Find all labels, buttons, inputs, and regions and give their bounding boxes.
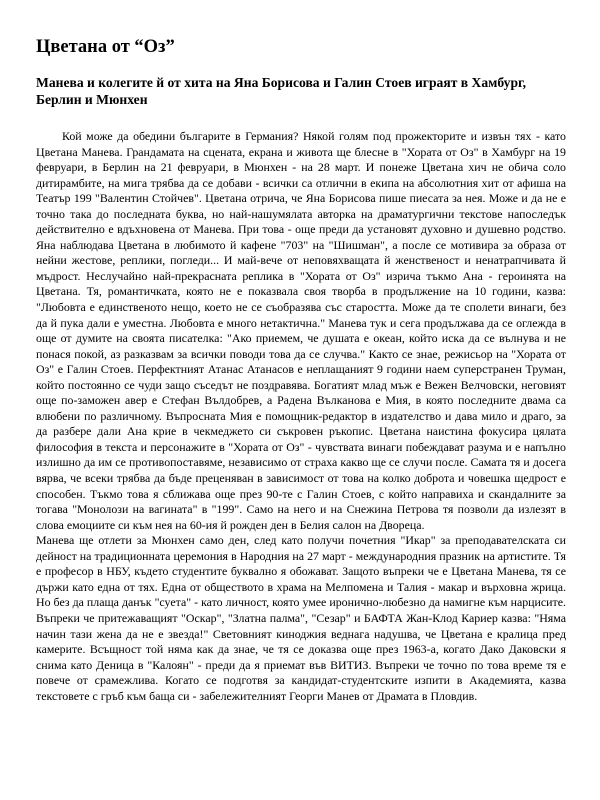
document-page [36,36,566,704]
article-subtitle: Манева и колегите й от хита на Яна Борисова и Галин Стоев играят в Хамбург, Берлин и Мюнхен [36,75,527,107]
paragraph-1: Кой може да обедини българите в Германия? Някой голям под прожекторите и извън тях - като Цветана Манева. Грандамата на сцената, екрана и живота ще блесне в "Хората от Оз" в Хамбург на 19 февруари, в Берлин на 21 февруари, в Мюнхен - на 28 март. И понеже Цветана хич не обича соло дитирамбите, на мига трябва да се добави - всички са отлични в екипа на абсолютния хит от афиша на Театър 199 "Валентин Стойчев". Цветана отрича, че Яна Борисова пише пиесата за нея. Може и да не е точно така до последната буква, но най-нашумялата авторка на драматургични текстове напоследък действително е вдъхновена от Манева. При това - още преди да установят духовно и душевно родство. Яна наблюдава Цветана в любимото й кафене "703" на "Шишман", а после се мотивира за образа от нейни жестове, реплики, погледи... И май-вече от неповяхващата й женственост и ненатрапчивата й мъдрост. Неслучайно най-прекрасната реплика в "Хората от Оз" изрича тъкмо Ана - героинята на Цветана. Тя, романтичката, която не е показвала своя творба в продължение на 10 години, казва: "Любовта е единственото нещо, което не се съобразява със старостта. Може да те сполети винаги, без да й пука дали е уместна. Любовта е много нетактична." Манева тук и сега продължава да се оглежда в още от думите на своята писателка: "Ако приемем, че душата е океан, който иска да се вълнува и не понася покой, аз разказвам за всички поводи това да се случва." Както се знае, режисьор на "Хората от Оз" е Галин Стоев. Перфектният Атанас Атанасов е неплащаният 9 години наем суперстранен Труман, който постоянно се чуди защо съседът не поздравява. Богатият млад мъж е Вежен Велчовски, неговият още по-заможен авер е Стефан Вълдобрев, а Радена Вълканова е Мия, в която последните двама са влюбени по различному. Въпросната Мия е помощник-редактор в издателство и дава мило и драго, за да разбере дали Ана крие в чекмеджето си съкровен ръкопис. Цветана наистина фокусира цялата философия в текста и персонажите в "Хората от Оз" - чувствата винаги побеждават разума и е напълно излишно да им се противопоставяме, независимо от страха какво ще се случи после. Самата тя и досега вярва, че всеки трябва да бъде преценяван в зависимост от това на колко доброта и човешка щедрост е способен. Тъкмо това я сближава още през 90-те с Галин Стоев, с който направиха и скандалните за тогава "Монолози на вагината" в "199". Само на него и на Снежина Петрова тя позволи да излезят в слова емоциите си към нея на 60-ия й рожден ден в Белия салон на Двореца. [36,129,566,532]
paragraph-2: Манева ще отлети за Мюнхен само ден, след като получи почетния "Икар" за преподавателската си дейност на традиционната церемония в Народния на 27 март - международния празник на артистите. Тя е професор в НБУ, където студентите буквално я обожават. Защото въпреки че е Цветана Манева, тя се държи като една от тях. Една от обществото в храма на Мелпомена и Талия - макар и върховна жрица. Но без да плаща данък "суета" - като личност, която умее иронично-любезно да намигне към нарцисите. Въпреки че притежаващият "Оскар", "Златна палма", "Сезар" и БАФТА Жан-Клод Кариер казва: "Няма начин тази жена да не е звезда!" Световният киноджия веднага надушва, че Цветана е кралица пред камерите. Всъщност той няма как да знае, че тя се доказва още през 1963-а, когато Дако Даковски я снима като Деница в "Калоян" - преди да я приемат във ВИТИЗ. Въпреки че точно по това време тя е повече от срамежлива. Когато се подготвя за кандидат-студентските изпити в Академията, казва текстовете с гръб към баща си - забележителният Георги Манев от Драмата в Пловдив. [36,533,566,703]
article-title: Цветана от “Оз” [36,37,175,57]
article-body [36,129,566,704]
